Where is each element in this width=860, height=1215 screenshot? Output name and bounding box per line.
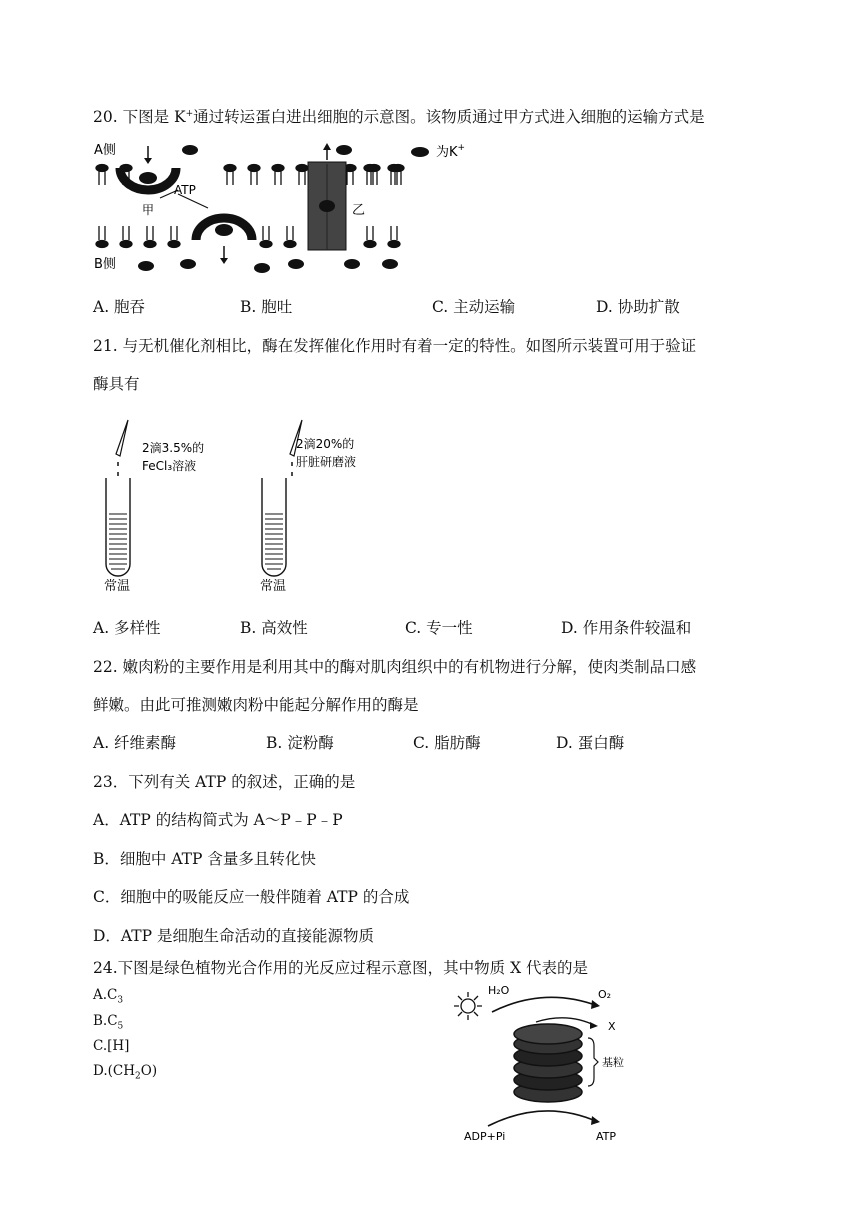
q24-option-b xyxy=(93,1012,123,1036)
q24-option-a-sub: 3 xyxy=(117,995,124,1006)
q23-option-c: C．细胞中的吸能反应一般伴随着 ATP 的合成 xyxy=(93,888,410,906)
x-label: X xyxy=(608,1020,616,1033)
q23-option-a: A．ATP 的结构简式为 A～P﹣P﹣P xyxy=(93,811,343,829)
q20-stem xyxy=(93,104,705,127)
q21-stem-line1: 21. 与无机催化剂相比，酶在发挥催化作用时有着一定的特性。如图所示装置可用于验证 xyxy=(93,337,697,355)
q23-option-b: B．细胞中 ATP 含量多且转化快 xyxy=(93,850,316,868)
q24-option-b-sub: 5 xyxy=(117,1021,124,1032)
q24-option-d xyxy=(93,1062,157,1086)
q21-stem-line2: 酶具有 xyxy=(93,375,140,393)
q20-option-d: D. 协助扩散 xyxy=(596,298,680,316)
k-legend-sup: + xyxy=(457,143,466,153)
q24-option-d-text2: O) xyxy=(140,1063,158,1079)
q20-option-b: B. 胞吐 xyxy=(240,298,293,316)
k-legend-label: 为K xyxy=(436,145,458,160)
atp-product-label: ATP xyxy=(596,1130,617,1143)
yi-label: 乙 xyxy=(352,203,366,218)
q20-stem-part2: 通过转运蛋白进出细胞的示意图。该物质通过甲方式进入细胞的运输方式是 xyxy=(193,108,705,127)
tube2-reagent-line2: 肝脏研磨液 xyxy=(296,455,357,469)
grana-label: 基粒 xyxy=(602,1056,624,1069)
q21-option-b: B. 高效性 xyxy=(240,619,308,637)
q24-option-d-text1: D.(CH xyxy=(93,1063,136,1079)
q24-option-c: C.[H] xyxy=(93,1038,130,1054)
q23-stem: 23．下列有关 ATP 的叙述，正确的是 xyxy=(93,773,356,791)
b-side-label: B侧 xyxy=(94,257,116,272)
tube1-reagent-line1: 2滴3.5%的 xyxy=(142,441,205,455)
tube1-reagent-line2: FeCl₃溶液 xyxy=(142,459,197,473)
q22-option-c: C. 脂肪酶 xyxy=(413,734,481,752)
membrane-transport-figure xyxy=(90,138,510,278)
enzyme-test-tubes-figure xyxy=(96,418,396,594)
q22-option-a: A. 纤维素酶 xyxy=(93,734,177,752)
q24-stem: 24.下图是绿色植物光合作用的光反应过程示意图，其中物质 X 代表的是 xyxy=(93,959,589,977)
q24-option-a-text: A.C xyxy=(93,987,118,1003)
q24-option-a xyxy=(93,986,123,1010)
q24-option-b-text: B.C xyxy=(93,1013,118,1029)
a-side-label: A侧 xyxy=(94,143,116,158)
svg-text:为K+ xyxy=(436,143,465,160)
sun-icon xyxy=(454,992,482,1020)
tube1-condition: 常温 xyxy=(104,579,131,594)
q20-option-a: A. 胞吞 xyxy=(93,298,146,316)
q20-option-c: C. 主动运输 xyxy=(432,298,516,316)
q21-option-c: C. 专一性 xyxy=(405,619,473,637)
q22-stem-line2: 鲜嫩。由此可推测嫩肉粉中能起分解作用的酶是 xyxy=(93,696,419,714)
light-reaction-figure xyxy=(448,982,648,1146)
q22-stem-line1: 22. 嫩肉粉的主要作用是利用其中的酶对肌肉组织中的有机物进行分解，使肉类制品口感 xyxy=(93,658,697,676)
tube2-reagent-line1: 2滴20%的 xyxy=(296,437,355,451)
q21-option-a: A. 多样性 xyxy=(93,619,161,637)
q22-option-d: D. 蛋白酶 xyxy=(556,734,625,752)
tube2-condition: 常温 xyxy=(260,579,287,594)
atp-label: ATP xyxy=(174,183,196,197)
q23-option-d: D．ATP 是细胞生命活动的直接能源物质 xyxy=(93,927,374,945)
q20-stem-part1: 20. 下图是 K xyxy=(93,108,186,127)
q24-option-d-sub: 2 xyxy=(135,1071,141,1082)
q20-stem-sup: + xyxy=(185,109,194,119)
h2o-label: H₂O xyxy=(488,984,510,997)
q22-option-b: B. 淀粉酶 xyxy=(266,734,334,752)
o2-label: O₂ xyxy=(598,988,612,1001)
q21-option-d: D. 作用条件较温和 xyxy=(561,619,692,637)
jia-label: 甲 xyxy=(142,203,155,217)
adp-pi-label: ADP+Pi xyxy=(464,1130,506,1143)
